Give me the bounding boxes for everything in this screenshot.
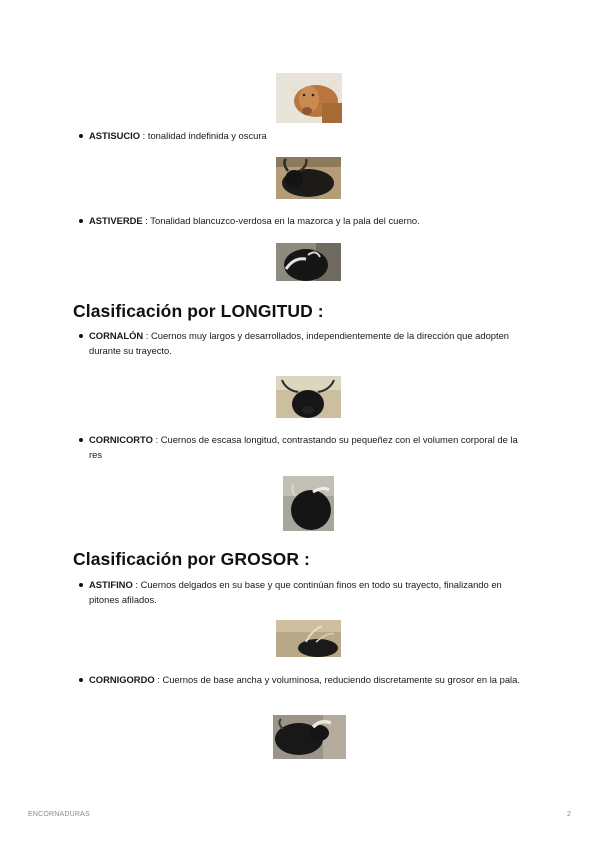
bull-photo-astiverde <box>276 243 341 281</box>
footer-title: ENCORNADURAS <box>28 811 90 818</box>
desc-astisucio: : tonalidad indefinida y oscura <box>140 130 267 141</box>
list-astifino <box>72 577 532 607</box>
bullet-icon <box>79 334 83 338</box>
list-cornicorto <box>72 432 532 462</box>
section-heading-longitud: Clasificación por LONGITUD : <box>73 301 324 321</box>
section-heading-grosor: Clasificación por GROSOR : <box>73 549 310 569</box>
bull-photo-astisucio <box>276 157 341 199</box>
bull-photo-cornicorto <box>283 476 334 531</box>
bullet-icon <box>79 678 83 682</box>
bullet-icon <box>79 219 83 223</box>
list-astiverde <box>72 213 532 228</box>
term-astiverde: ASTIVERDE <box>89 215 143 226</box>
list-item-cornigordo <box>72 672 532 687</box>
bull-photo-cornalon <box>276 376 341 418</box>
list-astisucio <box>72 128 532 143</box>
list-item-cornalon <box>72 328 532 358</box>
list-cornalon <box>72 328 532 358</box>
term-astifino: ASTIFINO <box>89 579 133 590</box>
bullet-icon <box>79 134 83 138</box>
desc-cornigordo: : Cuernos de base ancha y voluminosa, reduciendo discretamente su grosor en la pala. <box>154 674 520 685</box>
bullet-icon <box>79 583 83 587</box>
desc-cornalon: : Cuernos muy largos y desarrollados, independientemente de la dirección que adopten durante su trayecto. <box>89 330 510 356</box>
bullet-icon <box>79 438 83 442</box>
list-cornigordo <box>72 672 532 687</box>
term-cornalon: CORNALÓN <box>89 330 144 341</box>
list-item-astifino <box>72 577 532 607</box>
term-cornicorto: CORNICORTO <box>89 434 153 445</box>
desc-cornicorto: : Cuernos de escasa longitud, contrastando su pequeñez con el volumen corporal de la res <box>89 434 518 460</box>
desc-astiverde: : Tonalidad blancuzco-verdosa en la mazorca y la pala del cuerno. <box>142 215 420 226</box>
bull-photo-astifino <box>276 620 341 657</box>
term-astisucio: ASTISUCIO <box>89 130 141 141</box>
list-item-astiverde <box>72 213 532 228</box>
list-item-astisucio <box>72 128 532 143</box>
bull-photo-cornigordo <box>273 715 346 759</box>
bull-photo-light <box>276 73 342 123</box>
term-cornigordo: CORNIGORDO <box>89 674 155 685</box>
list-item-cornicorto <box>72 432 532 462</box>
desc-astifino: : Cuernos delgados en su base y que continúan finos en todo su trayecto, finalizando en pitones afilados. <box>89 579 502 605</box>
page-number: 2 <box>567 811 571 818</box>
